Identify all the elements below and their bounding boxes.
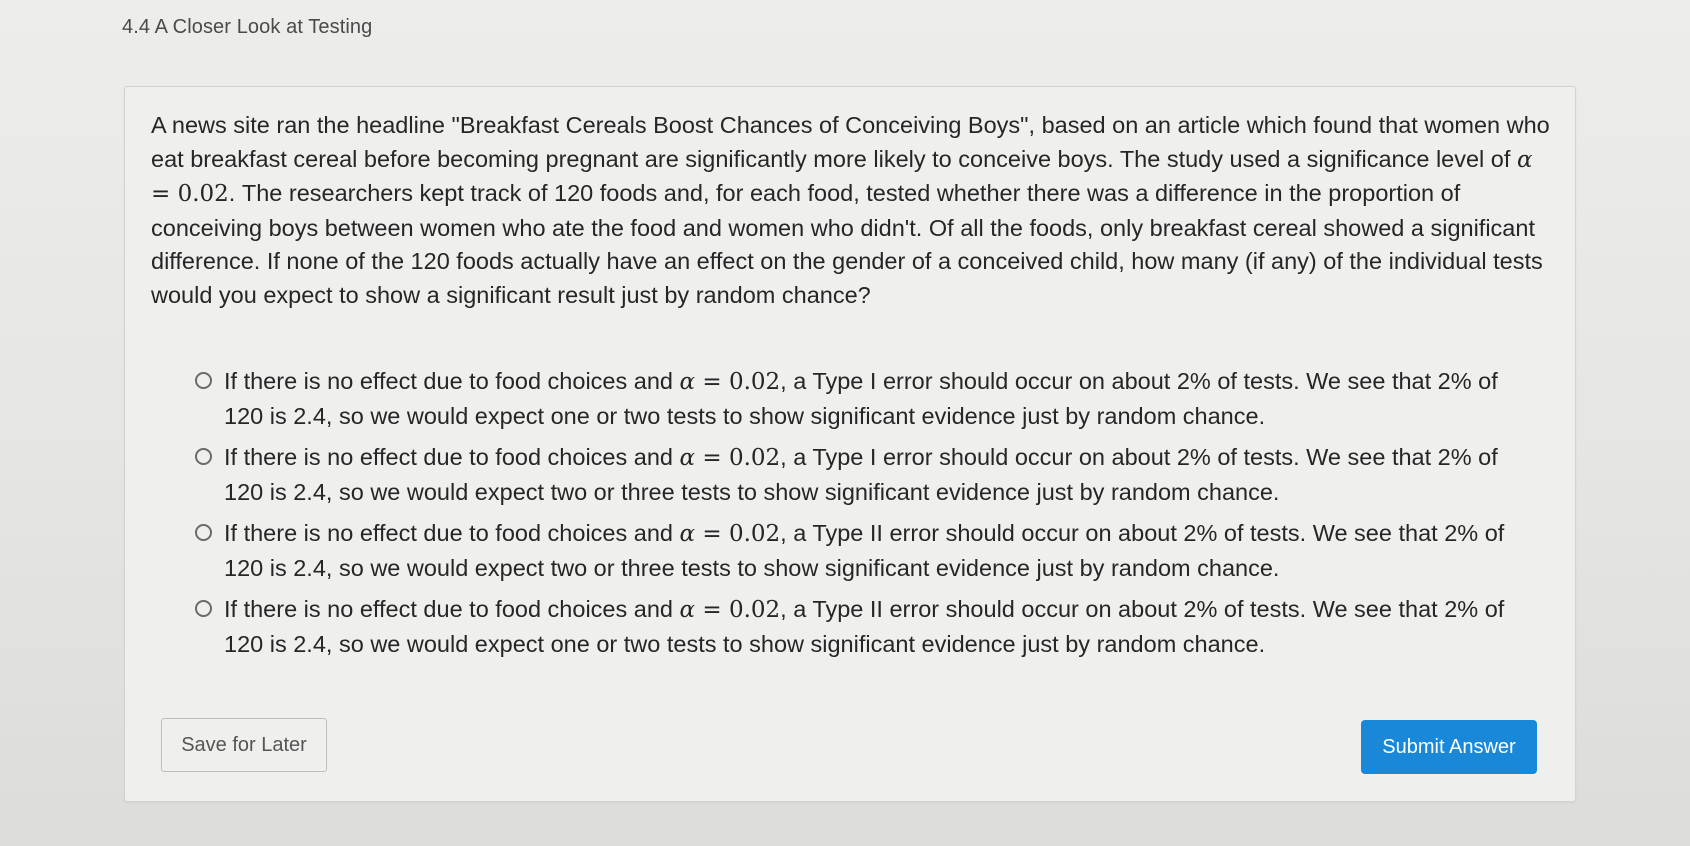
radio-button-icon[interactable]: [195, 524, 212, 541]
radio-button-icon[interactable]: [195, 600, 212, 617]
save-for-later-button[interactable]: Save for Later: [161, 718, 327, 772]
option-suffix: , a Type I error should occur on about 2% of tests. We see that 2% of 120 is 2.4, so we would expect one or two tests to show significant evidence just by random chance.: [224, 368, 1498, 429]
answer-option-3[interactable]: [195, 517, 1525, 585]
alpha-symbol: α: [679, 445, 696, 471]
answer-options: [195, 365, 1525, 669]
section-title: 4.4 A Closer Look at Testing: [122, 16, 373, 38]
alpha-value: = 0.02: [151, 181, 229, 207]
answer-option-text: [224, 593, 1514, 661]
alpha-value: = 0.02: [695, 369, 781, 395]
answer-option-4[interactable]: [195, 593, 1525, 661]
answer-option-text: [224, 365, 1514, 433]
alpha-symbol: α: [679, 369, 696, 395]
alpha-symbol: α: [679, 597, 696, 623]
option-prefix: If there is no effect due to food choices and: [224, 596, 680, 622]
answer-option-text: [224, 441, 1514, 509]
alpha-expression: [680, 445, 781, 471]
answer-option-text: [224, 517, 1514, 585]
alpha-expression: [680, 597, 781, 623]
question-text: [151, 109, 1551, 312]
radio-button-icon[interactable]: [195, 448, 212, 465]
option-suffix: , a Type I error should occur on about 2% of tests. We see that 2% of 120 is 2.4, so we would expect two or three tests to show significant evidence just by random chance.: [224, 444, 1498, 505]
answer-option-2[interactable]: [195, 441, 1525, 509]
option-suffix: , a Type II error should occur on about 2% of tests. We see that 2% of 120 is 2.4, so we would expect two or three tests to show significant evidence just by random chance.: [224, 520, 1505, 581]
option-prefix: If there is no effect due to food choices and: [224, 520, 680, 546]
alpha-symbol: α: [679, 521, 696, 547]
option-prefix: If there is no effect due to food choices and: [224, 444, 680, 470]
option-prefix: If there is no effect due to food choices and: [224, 368, 680, 394]
alpha-value: = 0.02: [695, 521, 781, 547]
alpha-expression: [680, 521, 781, 547]
question-text-part1: A news site ran the headline "Breakfast Cereals Boost Chances of Conceiving Boys", based on an article which found that women who eat breakfast cereal before becoming pregnant are significantly more likely to conceive boys. The study used a significance level of: [151, 112, 1550, 172]
submit-answer-button[interactable]: Submit Answer: [1361, 720, 1537, 774]
alpha-value: = 0.02: [695, 445, 781, 471]
question-card: [124, 86, 1576, 802]
radio-button-icon[interactable]: [195, 372, 212, 389]
alpha-symbol: α: [1516, 146, 1533, 173]
option-suffix: , a Type II error should occur on about 2% of tests. We see that 2% of 120 is 2.4, so we would expect one or two tests to show significant evidence just by random chance.: [224, 596, 1505, 657]
alpha-expression: [680, 369, 781, 395]
question-text-part2: . The researchers kept track of 120 foods and, for each food, tested whether there was a difference in the proportion of conceiving boys between women who ate the food and women who didn't. Of all the foods, only breakfast cereal showed a significant difference. If none of the 120 foods actually have an effect on the gender of a conceived child, how many (if any) of the individual tests would you expect to show a significant result just by random chance?: [151, 180, 1543, 308]
alpha-value: = 0.02: [695, 597, 781, 623]
answer-option-1[interactable]: [195, 365, 1525, 433]
